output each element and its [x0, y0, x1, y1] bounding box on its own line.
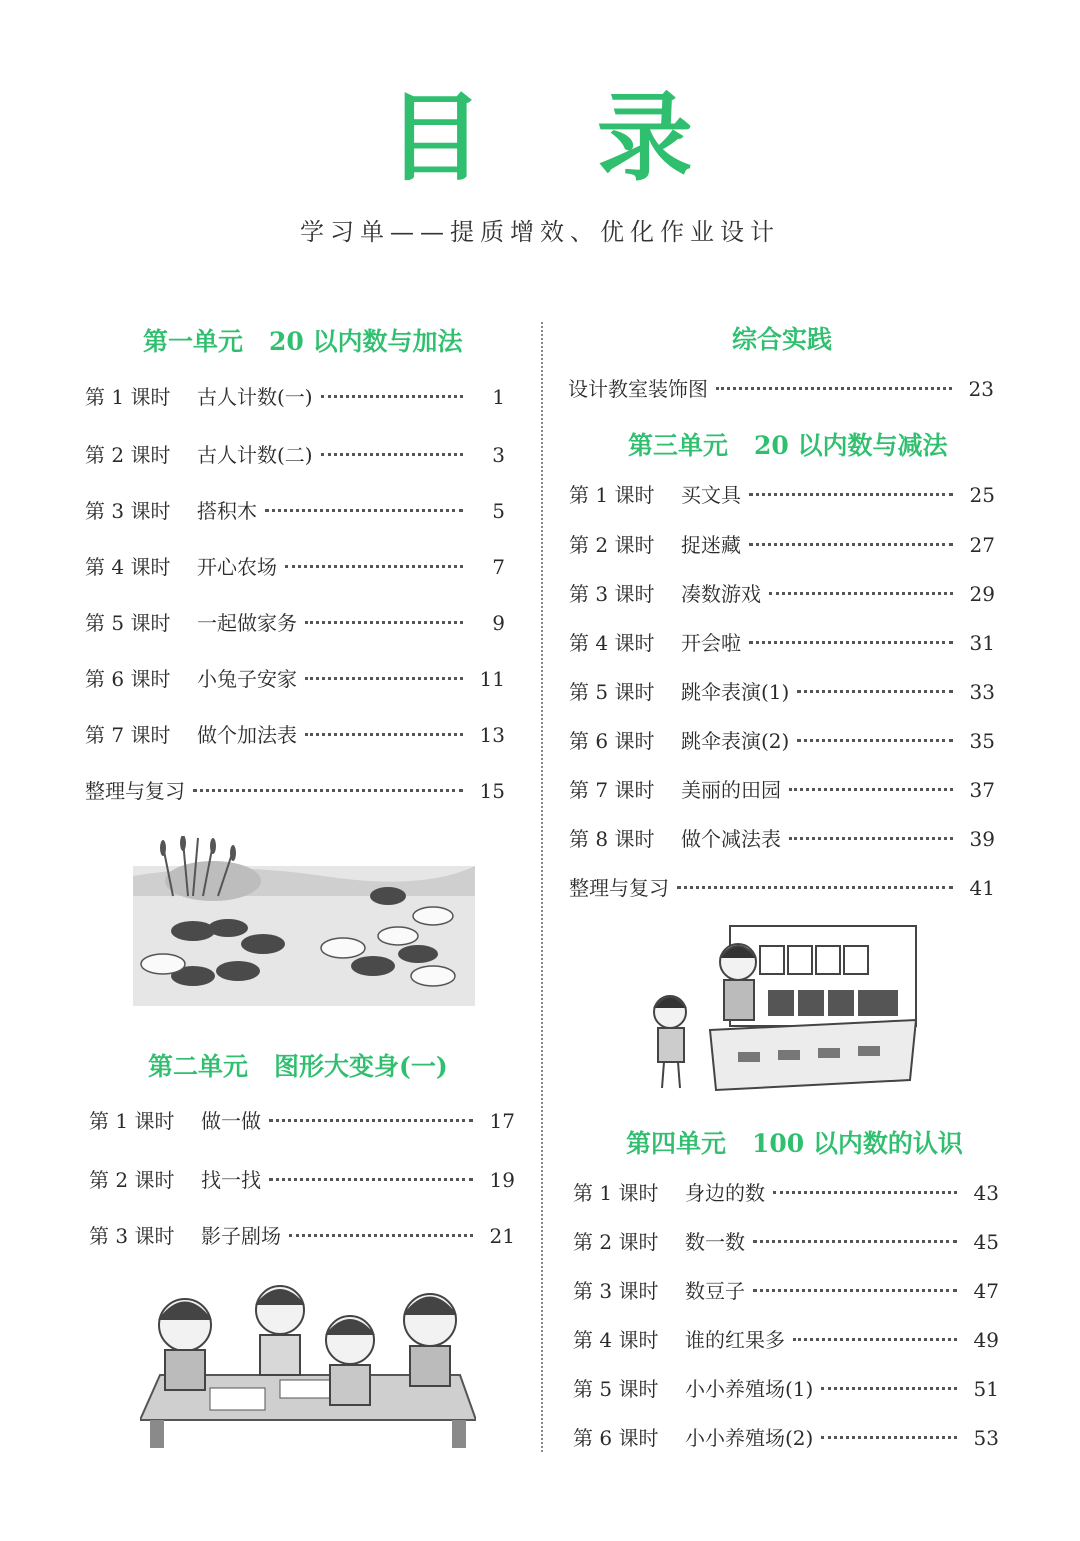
- lesson-number: 第 2 课时: [573, 1230, 659, 1254]
- lesson-number: 第 6 课时: [85, 667, 171, 691]
- page-number: 1: [492, 385, 505, 409]
- toc-entry[interactable]: [569, 823, 995, 853]
- page-number: 9: [492, 611, 505, 635]
- lesson-title: 设计教室装饰图: [568, 377, 708, 401]
- dot-leader: [789, 788, 953, 791]
- lesson-number: 第 2 课时: [85, 443, 171, 467]
- lesson-number: 第 4 课时: [569, 631, 655, 655]
- page-subtitle: 学习单——提质增效、优化作业设计: [300, 218, 780, 246]
- dot-leader: [769, 592, 953, 595]
- lesson-number: 第 5 课时: [573, 1377, 659, 1401]
- lesson-title: 小兔子安家: [197, 667, 297, 691]
- lesson-title: 找一找: [201, 1168, 261, 1192]
- page-number: 43: [973, 1181, 999, 1205]
- lesson-title: 做个减法表: [681, 827, 781, 851]
- page-number: 11: [479, 667, 505, 691]
- dot-leader: [677, 886, 953, 889]
- lesson-number: 第 7 课时: [85, 723, 171, 747]
- lesson-number: 第 1 课时: [569, 483, 655, 507]
- dot-leader: [773, 1191, 957, 1194]
- toc-entry[interactable]: [569, 479, 995, 509]
- dot-leader: [749, 641, 953, 644]
- dot-leader: [193, 789, 463, 792]
- page-number: 7: [492, 555, 505, 579]
- lesson-title: 搭积木: [197, 499, 257, 523]
- lesson-title: 小小养殖场(1): [685, 1377, 814, 1401]
- lesson-number: 第 1 课时: [85, 385, 171, 409]
- lesson-number: 第 2 课时: [569, 533, 655, 557]
- dot-leader: [285, 565, 463, 568]
- page-number: 37: [969, 778, 995, 802]
- lesson-title: 做个加法表: [197, 723, 297, 747]
- lesson-number: 第 4 课时: [85, 555, 171, 579]
- lesson-title: 跳伞表演(1): [681, 680, 790, 704]
- page-number: 19: [489, 1168, 515, 1192]
- toc-entry[interactable]: [573, 1275, 999, 1305]
- page-number: 25: [969, 483, 995, 507]
- page-number: 39: [969, 827, 995, 851]
- dot-leader: [797, 690, 953, 693]
- lesson-number: 第 1 课时: [89, 1109, 175, 1133]
- lesson-number: 第 3 课时: [569, 582, 655, 606]
- lesson-title: 美丽的田园: [681, 778, 781, 802]
- column-divider: [541, 322, 543, 1452]
- lesson-title: 整理与复习: [569, 876, 669, 900]
- toc-entry[interactable]: [569, 627, 995, 657]
- lesson-number: 第 3 课时: [573, 1279, 659, 1303]
- lesson-number: 第 5 课时: [85, 611, 171, 635]
- page-number: 31: [969, 631, 995, 655]
- unit-heading-4: 第四单元 100 以内数的认识: [626, 1129, 963, 1158]
- toc-entry[interactable]: [573, 1177, 999, 1207]
- toc-entry[interactable]: [568, 373, 994, 403]
- dot-leader: [269, 1119, 473, 1122]
- dot-leader: [265, 509, 463, 512]
- page-number: 21: [489, 1224, 515, 1248]
- dot-leader: [753, 1240, 957, 1243]
- practice-heading: 综合实践: [732, 325, 833, 354]
- toc-entry[interactable]: [569, 578, 995, 608]
- page-title: 目 录: [387, 81, 733, 194]
- lesson-title: 开心农场: [197, 555, 277, 579]
- lesson-title: 跳伞表演(2): [681, 729, 790, 753]
- lesson-number: 第 8 课时: [569, 827, 655, 851]
- page-number: 41: [969, 876, 995, 900]
- toc-entry[interactable]: [89, 1220, 515, 1250]
- page-number: 45: [973, 1230, 999, 1254]
- toc-entry[interactable]: [573, 1422, 999, 1452]
- swan-pond-illustration: [133, 836, 475, 1006]
- page-number: 29: [969, 582, 995, 606]
- toc-entry[interactable]: [89, 1105, 515, 1135]
- toc-entry[interactable]: [85, 439, 505, 469]
- page-number: 53: [973, 1426, 999, 1450]
- page-number: 35: [969, 729, 995, 753]
- unit-heading-2: 第二单元 图形大变身(一): [148, 1052, 448, 1081]
- lesson-title: 捉迷藏: [681, 533, 741, 557]
- page-number: 47: [973, 1279, 999, 1303]
- toc-entry[interactable]: [569, 529, 995, 559]
- dot-leader: [753, 1289, 957, 1292]
- toc-entry[interactable]: [569, 774, 995, 804]
- lesson-number: 第 2 课时: [89, 1168, 175, 1192]
- dot-leader: [321, 453, 463, 456]
- lesson-title: 古人计数(一): [197, 385, 313, 409]
- page-number: 17: [489, 1109, 515, 1133]
- page-number: 33: [969, 680, 995, 704]
- lesson-title: 身边的数: [685, 1181, 765, 1205]
- dot-leader: [749, 543, 953, 546]
- lesson-title: 做一做: [201, 1109, 261, 1133]
- lesson-number: 第 4 课时: [573, 1328, 659, 1352]
- page-number: 23: [968, 377, 994, 401]
- dot-leader: [269, 1178, 473, 1181]
- page-number: 49: [973, 1328, 999, 1352]
- dot-leader: [821, 1387, 957, 1390]
- dot-leader: [797, 739, 953, 742]
- dot-leader: [305, 733, 463, 736]
- toc-entry[interactable]: [85, 607, 505, 637]
- toc-entry[interactable]: [85, 381, 505, 411]
- toc-entry[interactable]: [89, 1164, 515, 1194]
- page-number: 3: [492, 443, 505, 467]
- page-number: 13: [479, 723, 505, 747]
- unit-heading-1: 第一单元 20 以内数与加法: [143, 327, 463, 356]
- dot-leader: [321, 395, 463, 398]
- dot-leader: [305, 621, 463, 624]
- toc-entry[interactable]: [569, 676, 995, 706]
- dot-leader: [305, 677, 463, 680]
- page-number: 27: [969, 533, 995, 557]
- dot-leader: [749, 493, 953, 496]
- lesson-title: 小小养殖场(2): [685, 1426, 814, 1450]
- lesson-number: 第 6 课时: [573, 1426, 659, 1450]
- lesson-title: 谁的红果多: [685, 1328, 785, 1352]
- page-number: 51: [973, 1377, 999, 1401]
- lesson-title: 古人计数(二): [197, 443, 313, 467]
- lesson-title: 整理与复习: [85, 779, 185, 803]
- lesson-title: 影子剧场: [201, 1224, 281, 1248]
- toc-entry[interactable]: [573, 1324, 999, 1354]
- lesson-number: 第 5 课时: [569, 680, 655, 704]
- lesson-title: 买文具: [681, 483, 741, 507]
- lesson-number: 第 3 课时: [85, 499, 171, 523]
- toc-entry[interactable]: [569, 872, 995, 902]
- dot-leader: [716, 387, 952, 390]
- dot-leader: [789, 837, 953, 840]
- toc-entry[interactable]: [85, 495, 505, 525]
- toc-entry[interactable]: [573, 1226, 999, 1256]
- children-table-illustration: [140, 1280, 476, 1450]
- toc-entry[interactable]: [85, 663, 505, 693]
- page-number: 15: [479, 779, 505, 803]
- toc-entry[interactable]: [85, 719, 505, 749]
- page-number: 5: [492, 499, 505, 523]
- lesson-title: 一起做家务: [197, 611, 297, 635]
- toc-entry[interactable]: [85, 775, 505, 805]
- dot-leader: [793, 1338, 957, 1341]
- dot-leader: [821, 1436, 957, 1439]
- lesson-number: 第 6 课时: [569, 729, 655, 753]
- toc-entry[interactable]: [85, 551, 505, 581]
- lesson-number: 第 7 课时: [569, 778, 655, 802]
- lesson-number: 第 3 课时: [89, 1224, 175, 1248]
- stationery-shop-illustration: [648, 922, 920, 1094]
- lesson-title: 数一数: [685, 1230, 745, 1254]
- lesson-title: 开会啦: [681, 631, 741, 655]
- toc-entry[interactable]: [569, 725, 995, 755]
- dot-leader: [289, 1234, 473, 1237]
- lesson-title: 凑数游戏: [681, 582, 761, 606]
- lesson-title: 数豆子: [685, 1279, 745, 1303]
- unit-heading-3: 第三单元 20 以内数与减法: [628, 431, 948, 460]
- toc-entry[interactable]: [573, 1373, 999, 1403]
- lesson-number: 第 1 课时: [573, 1181, 659, 1205]
